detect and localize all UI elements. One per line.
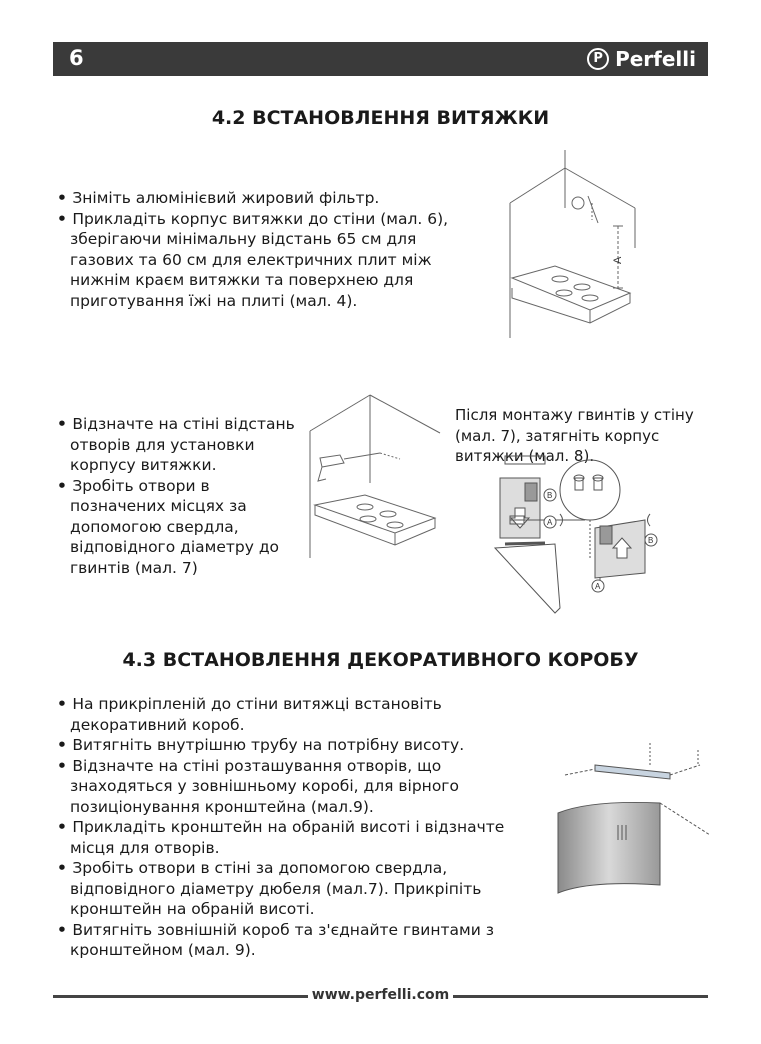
figure-hood-height — [500, 148, 645, 343]
bullet-item: • Витягніть внутрішню трубу на потрібну висоту. — [55, 735, 530, 756]
section-43-title: 4.3 ВСТАНОВЛЕННЯ ДЕКОРАТИВНОГО КОРОБУ — [122, 649, 639, 671]
bullets-remove-filter — [55, 188, 450, 311]
figure-hood-mount — [455, 448, 725, 623]
callout-b: B — [547, 491, 553, 500]
note-after-mount: Після монтажу гвинтів у стіну (мал. 7), затягніть корпус витяжки (мал. 8). — [455, 406, 694, 465]
bullet-item: • Витягніть зовнішній короб та з'єднайте гвинтами з кронштейном (мал. 9). — [55, 920, 530, 961]
brand-name: Perfelli — [615, 47, 696, 71]
footer-website: www.perfelli.com — [311, 987, 450, 1003]
bullet-item: • Зробіть отвори в стіні за допомогою свердла, відповідного діаметру дюбеля (мал.7). Прикріпіть кронштейн на обраній висоті. — [55, 858, 530, 920]
figure-drilling — [300, 393, 450, 563]
bullet-item: • Прикладіть корпус витяжки до стіни (мал. 6), зберігаючи мінімальну відстань 65 см для газових та 60 см для електричних плит між нижнім краєм витяжки та поверхнею для приготування їжі на плиті (мал. 4). — [55, 209, 450, 312]
page-number: 6 — [69, 46, 84, 70]
figure-decorative-box — [550, 735, 720, 895]
bullet-item: • Зніміть алюмінієвий жировий фільтр. — [55, 188, 450, 209]
bullets-decorative-box — [55, 694, 530, 961]
perfelli-logo-icon: P — [587, 48, 609, 70]
bullets-mark-holes — [55, 414, 295, 578]
callout-b: B — [648, 536, 654, 545]
section-42-title: 4.2 ВСТАНОВЛЕННЯ ВИТЯЖКИ — [211, 107, 550, 129]
figure-label-a: A — [612, 256, 624, 264]
bullet-item: • Відзначте на стіні розташування отворів, що знаходяться у зовнішньому коробі, для вірного позиціонування кронштейна (мал.9). — [55, 756, 530, 818]
bullet-item: • Зробіть отвори в позначених місцях за допомогою свердла, відповідного діаметру до гвинтів (мал. 7) — [55, 476, 295, 579]
page-footer — [53, 986, 708, 1006]
brand-logo — [587, 47, 696, 71]
bullet-item: • Прикладіть кронштейн на обраній висоті і відзначте місця для отворів. — [55, 817, 530, 858]
callout-a: A — [595, 582, 601, 591]
bullet-item: • На прикріпленій до стіни витяжці встановіть декоративний короб. — [55, 694, 530, 735]
bullet-item: • Відзначте на стіні відстань отворів для установки корпусу витяжки. — [55, 414, 295, 476]
callout-a: A — [547, 518, 553, 527]
page-header — [53, 42, 708, 76]
